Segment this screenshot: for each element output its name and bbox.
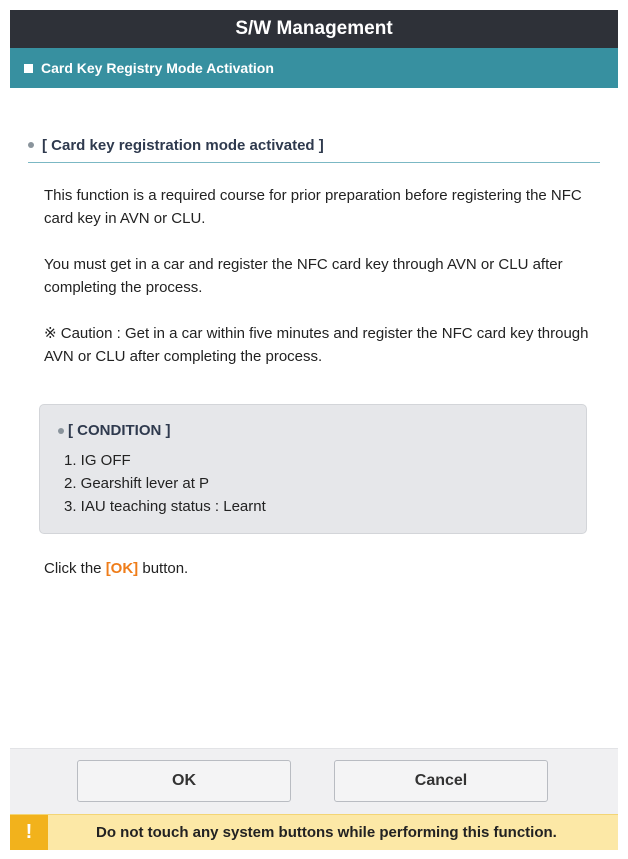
description-paragraph: This function is a required course for prior preparation before registering the NFC card key in AVN or CLU. xyxy=(44,187,582,227)
section-heading-text: [ Card key registration mode activated ] xyxy=(42,136,324,154)
content-area xyxy=(10,88,618,748)
subheader-bar xyxy=(10,48,618,88)
bullet-dot-icon xyxy=(28,142,34,148)
condition-box xyxy=(39,404,587,534)
dialog-window xyxy=(10,10,618,852)
button-bar xyxy=(10,748,618,815)
condition-item: 3. IAU teaching status : Learnt xyxy=(64,498,266,515)
instruction-suffix: button. xyxy=(138,560,189,577)
section-heading xyxy=(28,128,600,163)
window-title: S/W Management xyxy=(10,10,618,48)
warning-icon: ! xyxy=(10,815,48,850)
square-bullet-icon xyxy=(24,64,33,73)
warning-text: Do not touch any system buttons while performing this function. xyxy=(96,824,557,841)
warning-bar xyxy=(10,814,618,850)
condition-item: 1. IG OFF xyxy=(64,452,131,469)
requirement-paragraph: You must get in a car and register the NFC card key through AVN or CLU after completing the process. xyxy=(44,256,563,296)
bullet-dot-icon xyxy=(58,428,64,434)
condition-title-text: [ CONDITION ] xyxy=(68,422,171,439)
condition-item: 2. Gearshift lever at P xyxy=(64,475,210,492)
condition-title xyxy=(58,422,171,439)
instruction-text xyxy=(44,560,188,577)
instruction-prefix: Click the xyxy=(44,560,106,577)
subheader-title: Card Key Registry Mode Activation xyxy=(41,60,274,76)
cancel-button[interactable]: Cancel xyxy=(334,760,548,802)
caution-paragraph: ※ Caution : Get in a car within five minutes and register the NFC card key through AVN or CLU after completing the process. xyxy=(44,325,589,365)
ok-button[interactable]: OK xyxy=(77,760,291,802)
condition-list xyxy=(64,449,266,518)
ok-reference: [OK] xyxy=(105,560,139,577)
